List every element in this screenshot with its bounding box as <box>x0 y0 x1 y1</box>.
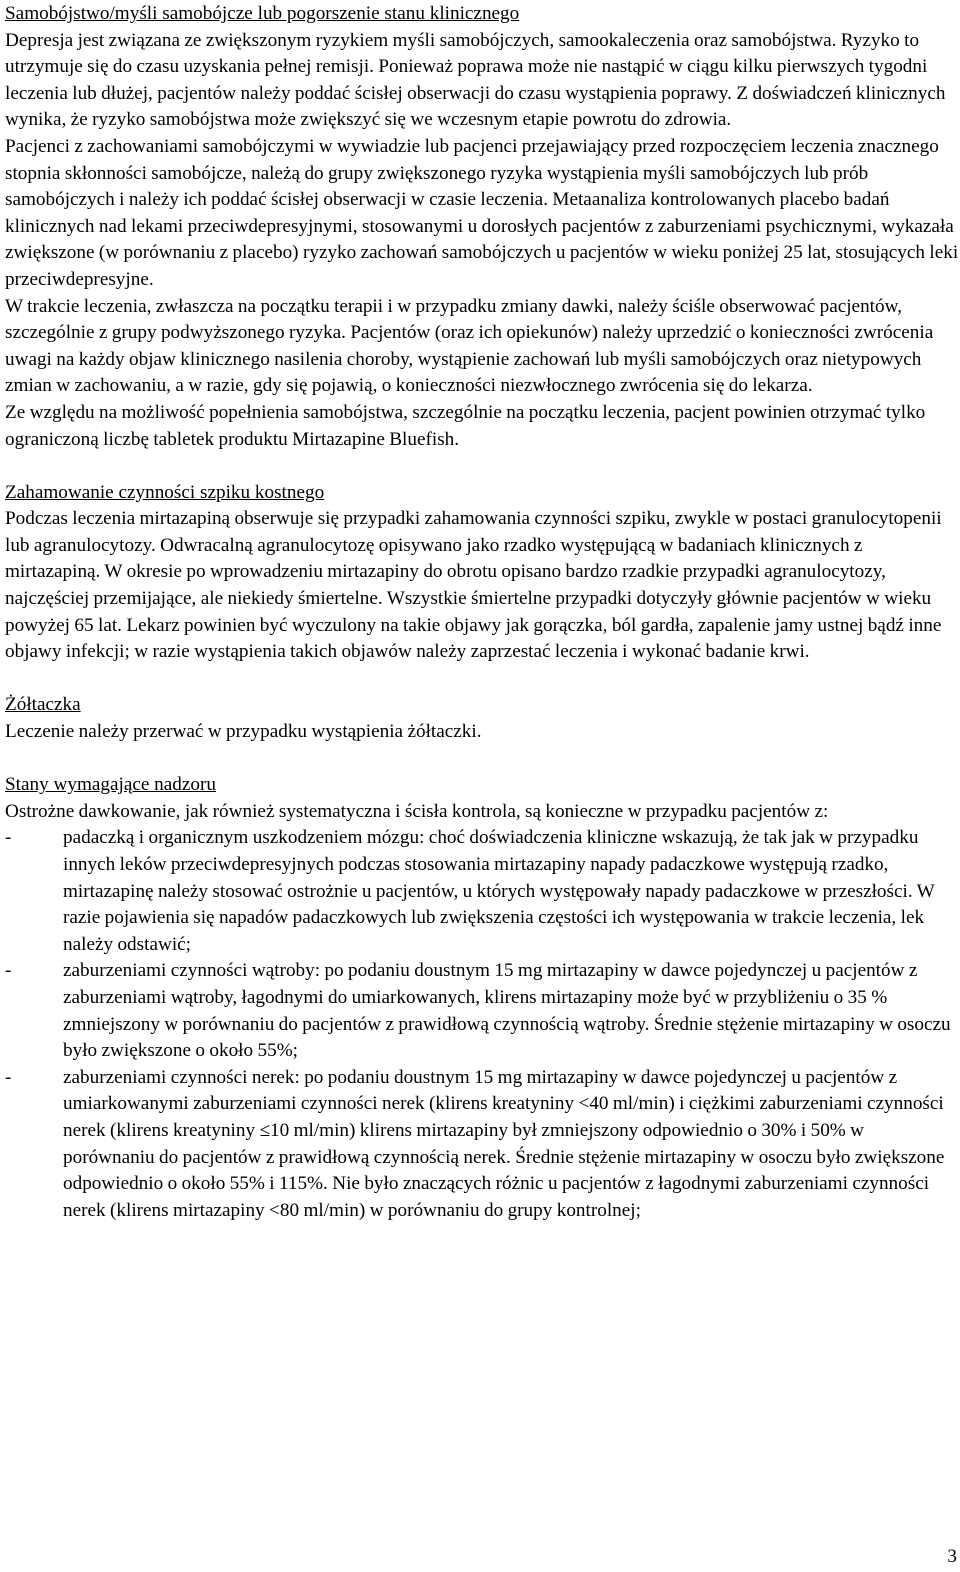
list-marker: - <box>5 960 12 982</box>
list-item-text: zaburzeniami czynności wątroby: po podaniu doustnym 15 mg mirtazapiny w dawce pojedynczej u pacjentów z zaburzeniami wątroby, łagodnymi do umiarkowanych, klirens mirtazapiny może być w przybliżeniu o 35 % zmniejszony w porównaniu do pacjentów z prawidłową czynnością wątroby. Średnie stężenie mirtazapiny w osoczu było zwiększone o około 55%; <box>63 960 951 1062</box>
section-bone-marrow <box>5 480 959 666</box>
paragraph: Ze względu na możliwość popełnienia samobójstwa, szczególnie na początku leczenia, pacjent powinien otrzymać tylko ograniczoną liczbę tabletek produktu Mirtazapine Bluefish. <box>5 401 926 450</box>
document-page <box>5 1 959 1224</box>
list-item <box>5 825 959 958</box>
section-conditions-requiring-supervision <box>5 772 959 1224</box>
section-heading: Samobójstwo/myśli samobójcze lub pogorszenie stanu klinicznego <box>5 3 520 24</box>
section-spacer <box>5 453 959 480</box>
section-heading: Zahamowanie czynności szpiku kostnego <box>5 481 325 503</box>
list-item-text: padaczką i organicznym uszkodzeniem mózgu: choć doświadczenia kliniczne wskazują, że tak jak w przypadku innych leków przeciwdepresyjnych podczas stosowania mirtazapiny napady padaczkowe występują rzadko, mirtazapinę należy stosować ostrożnie u pacjentów, u których występowały napady padaczkowe w przeszłości. W razie pojawienia się napadów padaczkowych lub zwiększenia częstości ich występowania w trakcie leczenia, lek należy odstawić; <box>63 827 935 955</box>
paragraph: Depresja jest związana ze zwiększonym ryzykiem myśli samobójczych, samookaleczenia oraz samobójstwa. Ryzyko to utrzymuje się do czasu uzyskania pełnej remisji. Ponieważ poprawa może nie nastąpić w ciągu kilku pierwszych tygodni leczenia lub dłużej, pacjentów należy poddać ścisłej obserwacji do czasu wystąpienia poprawy. Z doświadczeń klinicznych wynika, że ryzyko samobójstwa może zwiększyć się we wczesnym etapie powrotu do zdrowia. <box>5 29 946 131</box>
list-item-text: zaburzeniami czynności nerek: po podaniu doustnym 15 mg mirtazapiny w dawce pojedynczej u pacjentów z umiarkowanymi zaburzeniami czynności nerek (klirens kreatyniny <40 ml/min) i ciężkimi zaburzeniami czynności nerek (klirens kreatyniny ≤10 ml/min) klirens mirtazapiny był zmniejszony odpowiednio o 30% i 50% w porównaniu do pacjentów z prawidłową czynnością nerek. Średnie stężenie mirtazapiny w osoczu było zwiększone odpowiednio o około 55% i 115%. Nie było znaczących różnic u pacjentów z łagodnymi zaburzeniami czynności nerek (klirens mirtazapiny <80 ml/min) w porównaniu do grupy kontrolnej; <box>63 1066 945 1221</box>
list-item <box>5 958 959 1064</box>
section-spacer <box>5 666 959 693</box>
list-marker: - <box>5 1066 12 1088</box>
section-suicide-risk <box>5 1 959 453</box>
section-jaundice <box>5 692 959 745</box>
paragraph: Podczas leczenia mirtazapiną obserwuje się przypadki zahamowania czynności szpiku, zwykle w postaci granulocytopenii lub agranulocytozy. Odwracalną agranulocytozę opisywano jako rzadko występującą w badaniach klinicznych z mirtazapiną. W okresie po wprowadzeniu mirtazapiny do obrotu opisano bardzo rzadkie przypadki agranulocytozy, najczęściej przemijające, ale niekiedy śmiertelne. Wszystkie śmiertelne przypadki dotyczyły głównie pacjentów w wieku powyżej 65 lat. Lekarz powinien być wyczulony na takie objawy jak gorączka, ból gardła, zapalenie jamy ustnej bądź inne objawy infekcji; w razie wystąpienia takich objawów należy zaprzestać leczenia i wykonać badanie krwi. <box>5 508 942 663</box>
section-heading: Stany wymagające nadzoru <box>5 774 216 796</box>
list-item <box>5 1065 959 1225</box>
page-number: 3 <box>947 1546 957 1567</box>
list-marker: - <box>5 827 12 849</box>
paragraph: Ostrożne dawkowanie, jak również systematyczna i ścisła kontrola, są konieczne w przypadku pacjentów z: <box>5 800 829 822</box>
paragraph: Leczenie należy przerwać w przypadku wystąpienia żółtaczki. <box>5 721 482 743</box>
paragraph: W trakcie leczenia, zwłaszcza na początku terapii i w przypadku zmiany dawki, należy ściśle obserwować pacjentów, szczególnie z grupy podwyższonego ryzyka. Pacjentów (oraz ich opiekunów) należy uprzedzić o konieczności zwrócenia uwagi na każdy objaw klinicznego nasilenia choroby, wystąpienie zachowań lub myśli samobójczych oraz nietypowych zmian w zachowaniu, a w razie, gdy się pojawią, o konieczności niezwłocznego zwrócenia się do lekarza. <box>5 295 934 397</box>
section-spacer <box>5 746 959 773</box>
paragraph: Pacjenci z zachowaniami samobójczymi w wywiadzie lub pacjenci przejawiający przed rozpoczęciem leczenia znacznego stopnia skłonności samobójcze, należą do grupy zwiększonego ryzyka wystąpienia myśli samobójczych lub prób samobójczych i należy ich poddać ścisłej obserwacji w czasie leczenia. Metaanaliza kontrolowanych placebo badań klinicznych nad lekami przeciwdepresyjnymi, stosowanymi u dorosłych pacjentów z zaburzeniami psychicznymi, wykazała zwiększone (w porównaniu z placebo) ryzyko zachowań samobójczych u pacjentów w wieku poniżej 25 lat, stosujących leki przeciwdepresyjne. <box>5 135 959 290</box>
section-heading: Żółtaczka <box>5 694 81 716</box>
